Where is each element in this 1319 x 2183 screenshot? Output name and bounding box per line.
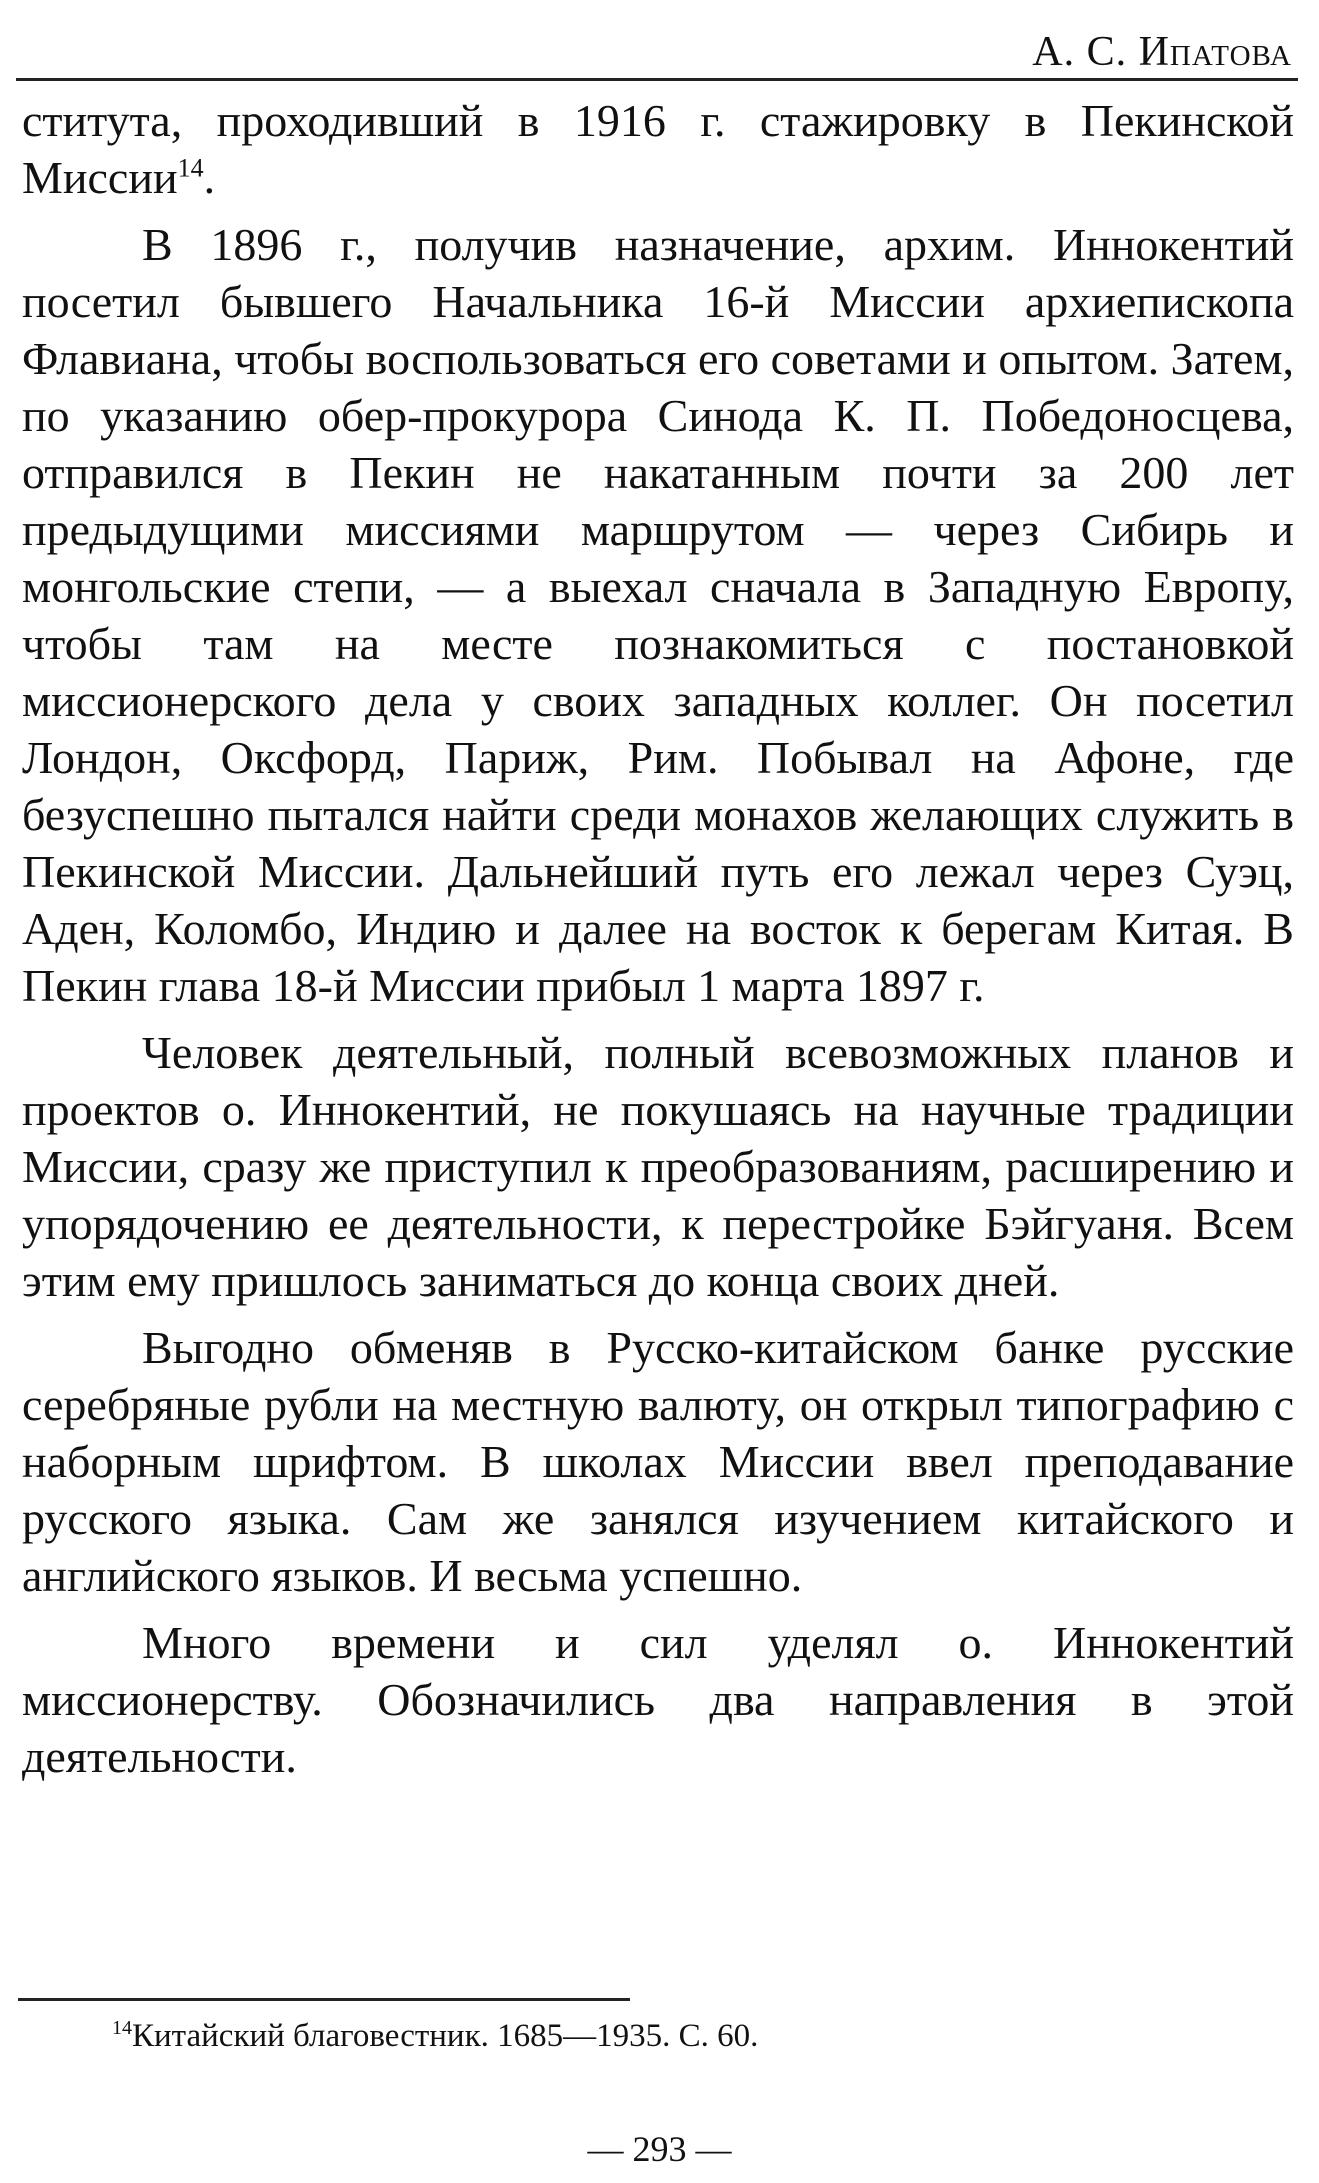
footnote-reference[interactable]: 14 bbox=[177, 153, 204, 183]
paragraph-5: Много времени и сил уделял о. Иннокентий миссионерству. Обозначились два направления в этой деятельности. bbox=[22, 1617, 1294, 1782]
footnote-text: Китайский благовестник. 1685—1935. С. 60. bbox=[132, 2018, 759, 2054]
running-head-title: А. С. Ипатова bbox=[1032, 29, 1292, 75]
footnote-divider bbox=[18, 1998, 630, 2001]
paragraph-3: Человек деятельный, полный всевозможных планов и проектов о. Иннокентий, не покушаясь на научные традиции Миссии, сразу же приступил к преобразованиям, расширению и упорядочению ее деятельности, к перестройке Бэйгуаня. Всем этим ему пришлось заниматься до конца своих дней. bbox=[22, 1027, 1294, 1306]
paragraph-1-tail: . bbox=[203, 152, 216, 203]
footnote-mark: 14 bbox=[112, 2017, 132, 2039]
footnote bbox=[112, 2016, 1262, 2056]
paragraph-2: В 1896 г., получив назначение, архим. Иннокентий посетил бывшего Начальника 16-й Миссии архиепископа Флавиана, чтобы воспользоваться его советами и опытом. Затем, по указанию обер-прокурора Синода К. П. Победоносцева, отправился в Пекин не накатанным почти за 200 лет предыдущими миссиями маршрутом — через Сибирь и монгольские степи, — а выехал сначала в Западную Европу, чтобы там на месте познакомиться с постановкой миссионерского дела у своих западных коллег. Он посетил Лондон, Оксфорд, Париж, Рим. Побывал на Афоне, где безуспешно пытался найти среди монахов желающих служить в Пекинской Миссии. Дальнейший путь его лежал через Суэц, Аден, Коломбо, Индию и далее на восток к берегам Китая. В Пекин глава 18-й Миссии прибыл 1 марта 1897 г. bbox=[22, 219, 1294, 1011]
page-number: — 293 — bbox=[587, 2129, 732, 2169]
paragraph-1-text: ститута, проходивший в 1916 г. стажировку в Пекинской Миссии bbox=[22, 95, 1294, 203]
paragraph-4: Выгодно обменяв в Русско-китайском банке русские серебряные рубли на местную валюту, он открыл типографию с наборным шрифтом. В школах Миссии ввел преподавание русского языка. Сам же занялся изучением китайского и английского языков. И весьма успешно. bbox=[22, 1322, 1294, 1601]
body-text bbox=[22, 92, 1294, 1785]
paragraph-1 bbox=[22, 92, 1294, 206]
running-head bbox=[16, 20, 1298, 81]
